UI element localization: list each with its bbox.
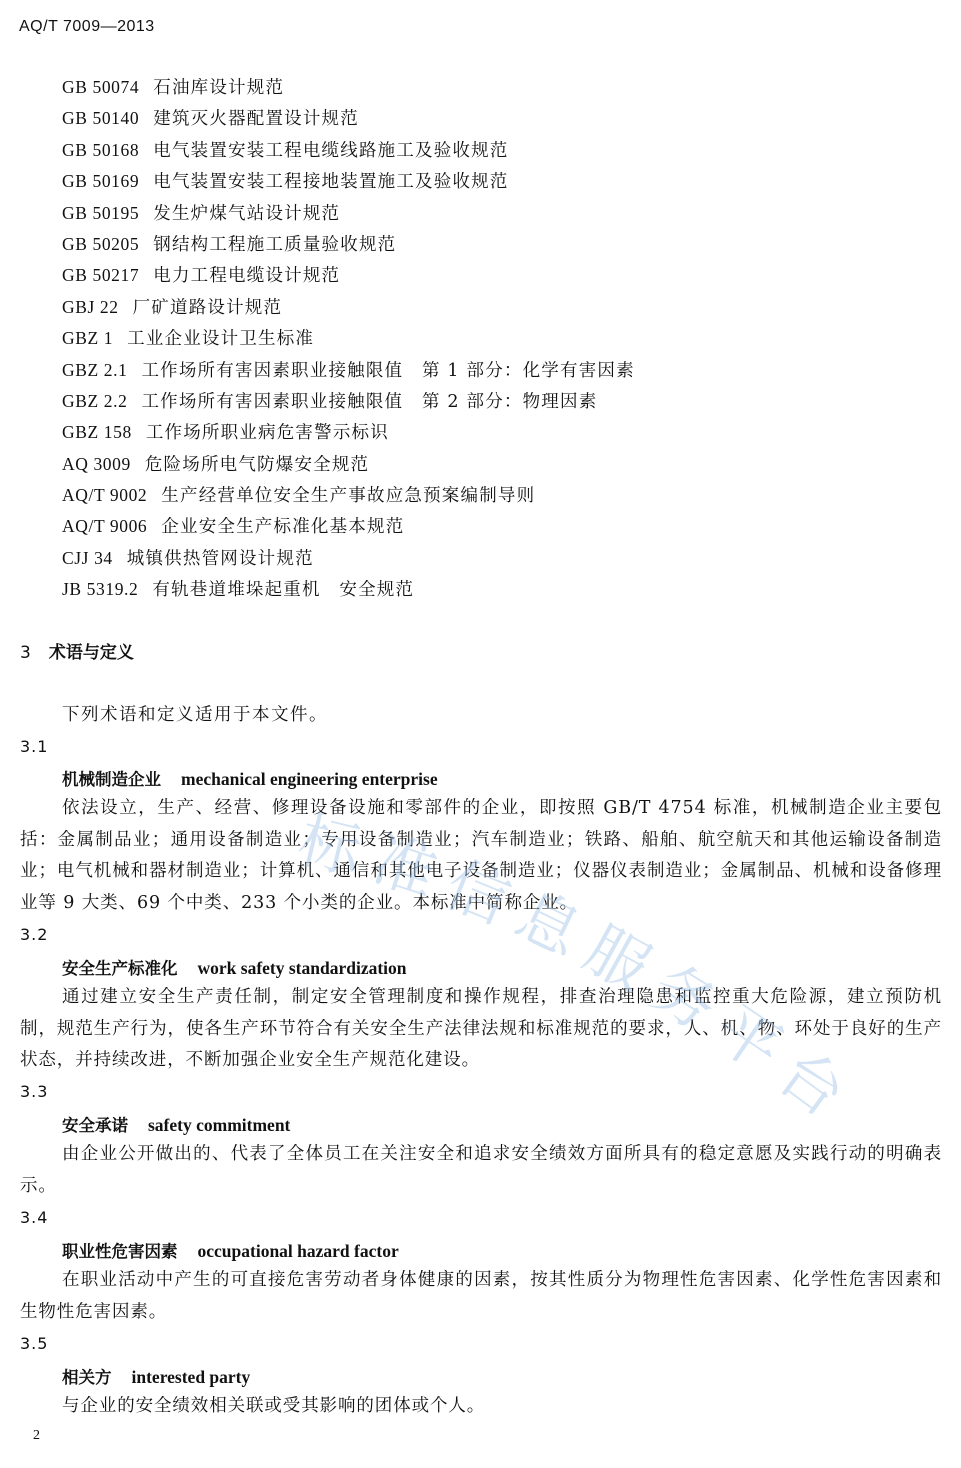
term-number: 3.2 (20, 925, 49, 944)
reference-code: GB 50140 (62, 108, 140, 129)
reference-code: GB 50169 (62, 171, 140, 192)
term-name-en: interested party (131, 1367, 251, 1387)
reference-item (62, 229, 635, 260)
reference-code: AQ/T 9006 (62, 516, 148, 537)
section-number: 3 (20, 643, 31, 663)
reference-code: GB 50168 (62, 139, 140, 160)
reference-title: 工作场所有害因素职业接触限值 第 2 部分：物理因素 (141, 391, 598, 412)
term-heading (62, 955, 407, 979)
reference-title: 厂矿道路设计规范 (132, 297, 283, 318)
reference-item (62, 103, 635, 134)
reference-code: GBJ 22 (62, 296, 119, 317)
reference-code: GBZ 2.2 (62, 390, 128, 411)
reference-item (62, 135, 635, 166)
reference-title: 企业安全生产标准化基本规范 (161, 517, 405, 538)
reference-item (62, 449, 635, 480)
term-definition: 由企业公开做出的、代表了全体员工在关注安全和追求安全绩效方面所具有的稳定意愿及实践行动的明确表示。 (20, 1144, 942, 1196)
section-intro: 下列术语和定义适用于本文件。 (62, 705, 328, 725)
section-heading (20, 638, 134, 663)
term-name-zh: 安全生产标准化 (62, 959, 178, 978)
reference-item (62, 323, 635, 354)
reference-code: CJJ 34 (62, 547, 113, 568)
reference-code: GBZ 2.1 (62, 359, 128, 380)
term-definition: 通过建立安全生产责任制，制定安全管理制度和操作规程，排查治理隐患和监控重大危险源，建立预防机制，规范生产行为，使各生产环节符合有关安全生产法律法规和标准规范的要求，人、机、物、环处于良好的生产状态，并持续改进，不断加强企业安全生产规范化建设。 (20, 987, 942, 1070)
reference-title: 城镇供热管网设计规范 (126, 548, 314, 569)
term-heading (62, 1238, 399, 1262)
reference-title: 生产经营单位安全生产事故应急预案编制导则 (161, 486, 536, 507)
term-name-en: mechanical engineering enterprise (181, 769, 438, 789)
term-name-zh: 机械制造企业 (62, 770, 161, 789)
term-heading (62, 766, 438, 790)
document-code-header: AQ/T 7009—2013 (19, 18, 155, 35)
reference-title: 工作场所职业病危害警示标识 (145, 423, 389, 444)
reference-item (62, 166, 635, 197)
term-name-zh: 相关方 (62, 1368, 112, 1387)
term-definition: 在职业活动中产生的可直接危害劳动者身体健康的因素，按其性质分为物理性危害因素、化学性危害因素和生物性危害因素。 (20, 1270, 942, 1322)
reference-item (62, 386, 635, 417)
reference-title: 石油库设计规范 (153, 78, 285, 98)
reference-item (62, 417, 635, 448)
term-name-en: work safety standardization (197, 958, 407, 978)
reference-title: 电气装置安装工程接地装置施工及验收规范 (153, 172, 509, 193)
term-heading (62, 1112, 290, 1136)
reference-title: 有轨巷道堆垛起重机 安全规范 (152, 580, 415, 601)
term-heading (62, 1364, 250, 1388)
reference-title: 电气装置安装工程电缆线路施工及验收规范 (153, 140, 509, 161)
term-number: 3.4 (20, 1208, 49, 1227)
reference-item (62, 355, 635, 386)
term-name-en: safety commitment (148, 1115, 291, 1135)
reference-title: 工作场所有害因素职业接触限值 第 1 部分：化学有害因素 (141, 360, 635, 381)
term-number: 3.1 (20, 737, 49, 756)
reference-title: 电力工程电缆设计规范 (153, 266, 341, 287)
term-definition: 与企业的安全绩效相关联或受其影响的团体或个人。 (62, 1396, 486, 1416)
term-name-zh: 职业性危害因素 (62, 1242, 178, 1261)
section-title: 术语与定义 (48, 643, 134, 663)
reference-item (62, 72, 635, 103)
reference-code: JB 5319.2 (62, 579, 139, 600)
reference-code: AQ/T 9002 (62, 485, 148, 506)
normative-references-list (62, 72, 635, 606)
reference-code: GB 50074 (62, 77, 140, 97)
reference-code: GBZ 158 (62, 422, 132, 443)
reference-code: GBZ 1 (62, 328, 114, 349)
reference-title: 工业企业设计卫生标准 (127, 329, 315, 350)
watermark-text: 标准信息服务平台 (291, 802, 870, 1140)
reference-title: 建筑灭火器配置设计规范 (153, 109, 359, 130)
term-name-en: occupational hazard factor (197, 1241, 399, 1261)
reference-item (62, 260, 635, 291)
reference-item (62, 543, 635, 574)
reference-code: GB 50195 (62, 202, 140, 223)
reference-title: 危险场所电气防爆安全规范 (144, 454, 370, 475)
reference-item (62, 511, 635, 542)
page-number: 2 (33, 1428, 40, 1443)
reference-item (62, 480, 635, 511)
term-number: 3.3 (20, 1082, 49, 1101)
reference-code: GB 50205 (62, 233, 140, 254)
reference-item (62, 198, 635, 229)
reference-title: 钢结构工程施工质量验收规范 (153, 234, 397, 255)
term-number: 3.5 (20, 1334, 49, 1353)
reference-item (62, 292, 635, 323)
term-name-zh: 安全承诺 (62, 1116, 128, 1135)
reference-code: AQ 3009 (62, 453, 131, 474)
reference-item (62, 574, 635, 605)
term-definition: 依法设立，生产、经营、修理设备设施和零部件的企业，即按照 GB/T 4754 标准，机械制造企业主要包括：金属制品业；通用设备制造业；专用设备制造业；汽车制造业；铁路、船舶、航空航天和其他运输设备制造业；电气机械和器材制造业；计算机、通信和其他电子设备制造业；仪器仪表制造业；金属制品、机械和设备修理业等 9 大类、69 个中类、233 个小类的企业。本标准中简称企业。 (20, 798, 942, 913)
reference-title: 发生炉煤气站设计规范 (153, 203, 341, 224)
reference-code: GB 50217 (62, 265, 140, 286)
